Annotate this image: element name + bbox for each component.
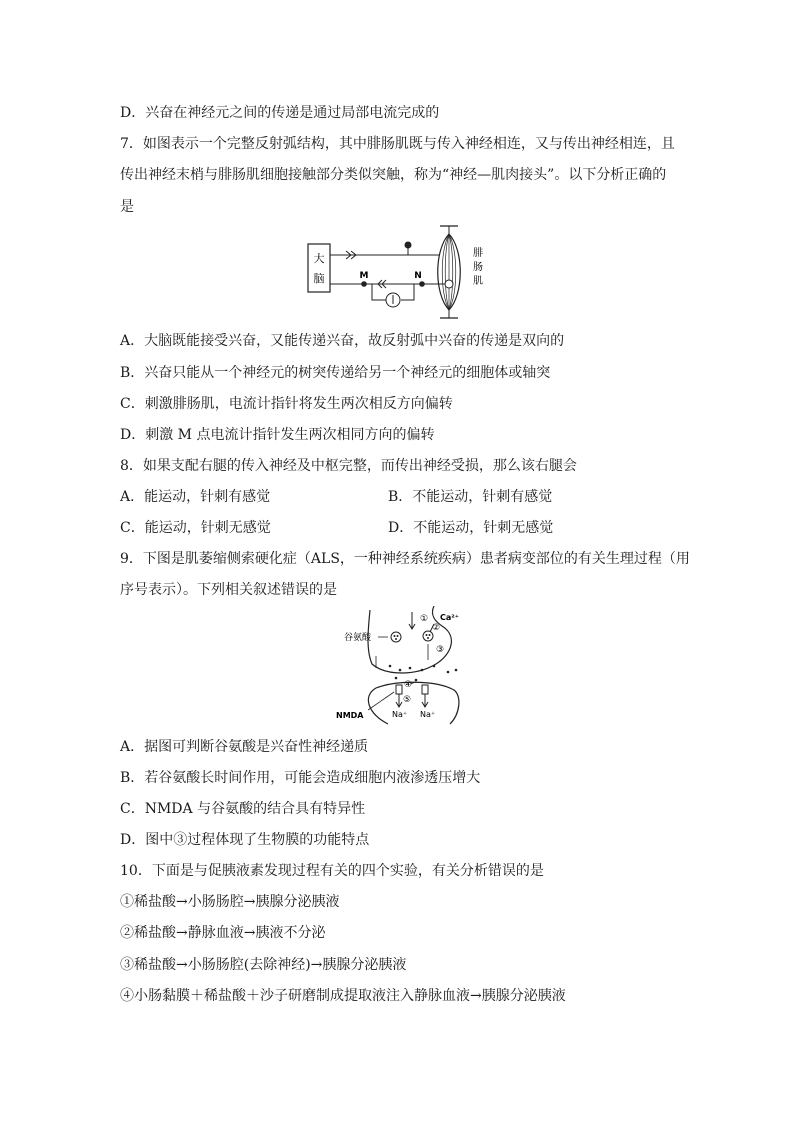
brain-label-2: 脑 bbox=[313, 272, 325, 285]
label-step-5: ⑤ bbox=[403, 695, 412, 705]
q8-option-a: A．能运动，针刺有感觉 bbox=[120, 489, 271, 505]
presynaptic-membrane bbox=[368, 606, 451, 673]
q9-option-b: B．若谷氨酸长时间作用，可能会造成细胞内液渗透压增大 bbox=[120, 770, 481, 786]
cell-body-dot bbox=[405, 242, 412, 249]
q7-option-d: D．刺激 M 点电流计指针发生两次相同方向的偏转 bbox=[120, 427, 435, 443]
q7-option-a: A．大脑既能接受兴奋，又能传递兴奋，故反射弧中兴奋的传递是双向的 bbox=[120, 333, 565, 349]
muscle-label-3: 肌 bbox=[473, 276, 483, 287]
vesicle-2 bbox=[423, 631, 433, 641]
q6-option-d: D．兴奋在神经元之间的传递是通过局部电流完成的 bbox=[120, 105, 440, 121]
q8-option-c: C．能运动，针刺无感觉 bbox=[120, 520, 271, 536]
nmda-receptor bbox=[396, 685, 402, 694]
q7-option-b: B．兴奋只能从一个神经元的树突传递给另一个神经元的细胞体或轴突 bbox=[120, 365, 551, 381]
q7-stem-line-3: 是 bbox=[120, 199, 134, 215]
q10-experiment-1: ①稀盐酸→小肠肠腔→胰腺分泌胰液 bbox=[120, 894, 340, 910]
reflex-arc-diagram bbox=[300, 222, 500, 322]
synapse-diagram bbox=[330, 606, 480, 726]
label-step-1: ① bbox=[420, 614, 429, 624]
q10-experiment-3: ③稀盐酸→小肠肠腔(去除神经)→胰腺分泌胰液 bbox=[120, 957, 407, 973]
label-na-1: Na⁺ bbox=[392, 710, 408, 719]
q10-stem: 10．下面是与促胰液素发现过程有关的四个实验，有关分析错误的是 bbox=[120, 863, 544, 879]
label-m: M bbox=[359, 271, 369, 281]
point-m bbox=[361, 281, 367, 287]
vesicle-1 bbox=[391, 632, 401, 642]
label-step-3: ③ bbox=[436, 645, 445, 655]
label-na-2: Na⁺ bbox=[420, 710, 436, 719]
q9-option-c: C．NMDA 与谷氨酸的结合具有特异性 bbox=[120, 801, 366, 817]
q7-stem-line-2: 传出神经末梢与腓肠肌细胞接触部分类似突触，称为“神经—肌肉接头”。以下分析正确的 bbox=[120, 167, 667, 183]
label-nmda: NMDA bbox=[336, 711, 364, 720]
q9-option-d: D．图中③过程体现了生物膜的功能特点 bbox=[120, 832, 370, 848]
label-n: N bbox=[414, 271, 422, 281]
q9-option-a: A．据图可判断谷氨酸是兴奋性神经递质 bbox=[120, 739, 369, 755]
label-ca: Ca²⁺ bbox=[440, 613, 459, 622]
q7-stem-line-1: 7．如图表示一个完整反射弧结构，其中腓肠肌既与传入神经相连，又与传出神经相连，且 bbox=[120, 136, 675, 152]
label-step-2: ② bbox=[432, 623, 441, 633]
q10-experiment-2: ②稀盐酸→静脉血液→胰液不分泌 bbox=[120, 925, 326, 941]
brain-label-1: 大 bbox=[313, 252, 325, 265]
q8-option-d: D．不能运动，针刺无感觉 bbox=[388, 520, 554, 536]
point-n bbox=[419, 281, 425, 287]
label-step-4: ④ bbox=[404, 680, 413, 690]
postsynaptic-membrane bbox=[368, 682, 459, 724]
q9-stem-line-1: 9．下图是肌萎缩侧索硬化症（ALS，一种神经系统疾病）患者病变部位的有关生理过程（用 bbox=[120, 551, 690, 567]
receptor-2 bbox=[422, 685, 428, 694]
label-glutamate: 谷氨酸 bbox=[344, 633, 372, 643]
q9-stem-line-2: 序号表示）。下列相关叙述错误的是 bbox=[120, 582, 337, 598]
q10-experiment-4: ④小肠黏膜＋稀盐酸＋沙子研磨制成提取液注入静脉血液→胰腺分泌胰液 bbox=[120, 988, 566, 1004]
muscle-label-2: 肠 bbox=[473, 262, 483, 273]
q8-stem: 8．如果支配右腿的传入神经及中枢完整，而传出神经受损，那么该右腿会 bbox=[120, 458, 577, 474]
q7-option-c: C．刺激腓肠肌，电流计指针将发生两次相反方向偏转 bbox=[120, 396, 453, 412]
q8-option-b: B．不能运动，针刺有感觉 bbox=[388, 489, 553, 505]
muscle-label-1: 腓 bbox=[473, 248, 483, 259]
